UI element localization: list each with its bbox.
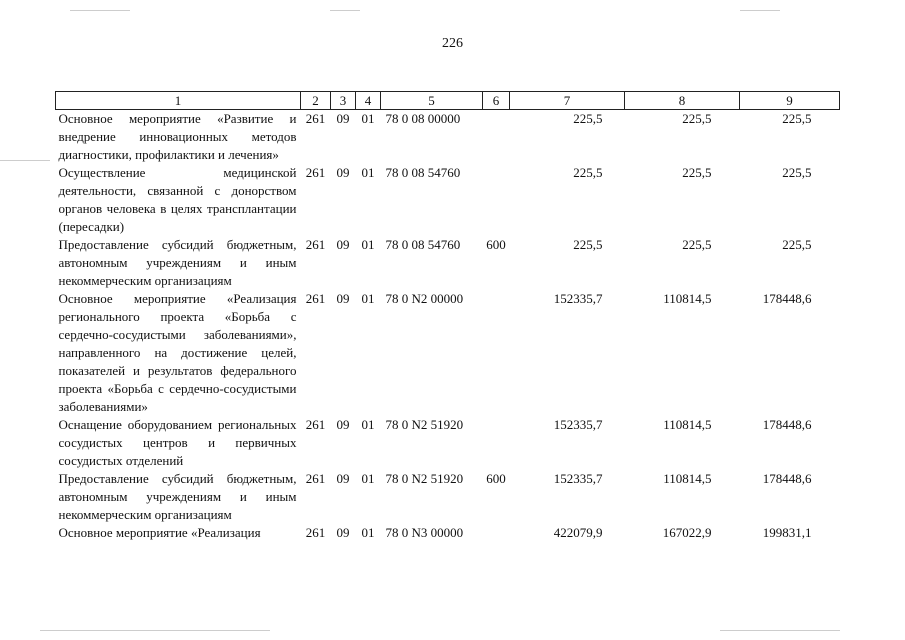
row-ministry-code: 261 (305, 237, 326, 252)
row-amount-3: 225,5 (782, 237, 812, 252)
header-col-3: 3 (331, 92, 356, 110)
row-ministry-code: 261 (305, 111, 326, 126)
row-amount-2: 225,5 (682, 237, 712, 252)
row-amount-3: 225,5 (782, 165, 812, 180)
row-amount-1: 152335,7 (553, 471, 603, 486)
row-amount-1: 152335,7 (553, 417, 603, 432)
row-target-code: 78 0 08 00000 (385, 111, 461, 126)
row-expense-type: 600 (486, 471, 506, 486)
header-col-6: 6 (483, 92, 510, 110)
header-col-2: 2 (301, 92, 331, 110)
row-amount-2: 225,5 (682, 165, 712, 180)
header-col-8: 8 (625, 92, 740, 110)
header-col-4: 4 (356, 92, 381, 110)
row-target-code: 78 0 N2 00000 (385, 291, 464, 306)
row-name: Основное мероприятие «Развитие и внедрение инновационных методов диагностики, профилактики и лечения» (58, 111, 297, 162)
header-col-9: 9 (740, 92, 840, 110)
row-expense-type (483, 164, 510, 236)
header-col-1: 1 (56, 92, 301, 110)
row-name: Предоставление субсидий бюджетным, автономным учреждениям и иным некоммерческим организациям (58, 237, 297, 288)
row-amount-1: 225,5 (573, 165, 603, 180)
row-ministry-code: 261 (305, 165, 326, 180)
row-section-code: 09 (336, 291, 350, 306)
row-target-code: 78 0 N2 51920 (385, 471, 464, 486)
row-subsection-code: 01 (361, 291, 375, 306)
row-ministry-code: 261 (305, 291, 326, 306)
row-amount-2: 110814,5 (663, 291, 712, 306)
row-amount-1: 152335,7 (553, 291, 603, 306)
table-row (56, 524, 840, 542)
row-expense-type (483, 524, 510, 542)
row-section-code: 09 (336, 165, 350, 180)
header-row (56, 92, 840, 110)
row-target-code: 78 0 08 54760 (385, 237, 461, 252)
row-amount-2: 110814,5 (663, 471, 712, 486)
row-ministry-code: 261 (305, 417, 326, 432)
row-amount-2: 167022,9 (662, 525, 712, 540)
row-amount-3: 178448,6 (762, 471, 812, 486)
row-target-code: 78 0 N2 51920 (385, 417, 464, 432)
row-name: Предоставление субсидий бюджетным, автономным учреждениям и иным некоммерческим организациям (58, 471, 297, 522)
row-amount-3: 225,5 (782, 111, 812, 126)
table-row (56, 470, 840, 524)
row-section-code: 09 (336, 111, 350, 126)
table-body (56, 110, 840, 543)
row-name: Основное мероприятие «Реализация (58, 525, 261, 540)
row-subsection-code: 01 (361, 165, 375, 180)
row-amount-1: 225,5 (573, 111, 603, 126)
row-amount-1: 422079,9 (553, 525, 603, 540)
row-subsection-code: 01 (361, 471, 375, 486)
row-target-code: 78 0 N3 00000 (385, 525, 464, 540)
table-row (56, 236, 840, 290)
table-row (56, 164, 840, 236)
row-expense-type: 600 (486, 237, 506, 252)
row-amount-2: 225,5 (682, 111, 712, 126)
header-col-7: 7 (510, 92, 625, 110)
budget-table (55, 91, 840, 542)
row-ministry-code: 261 (305, 525, 326, 540)
table-row (56, 110, 840, 165)
row-subsection-code: 01 (361, 111, 375, 126)
table-row (56, 416, 840, 470)
table-header (56, 92, 840, 110)
row-name: Основное мероприятие «Реализация регионального проекта «Борьба с сердечно-сосудистыми заболеваниями», направленного на достижение целей, показателей и результатов федерального проекта «Борьба с сердечно-сосудистыми заболеваниями» (58, 291, 297, 414)
row-amount-2: 110814,5 (663, 417, 712, 432)
header-col-5: 5 (381, 92, 483, 110)
row-expense-type (483, 110, 510, 165)
row-amount-3: 178448,6 (762, 291, 812, 306)
table-row (56, 290, 840, 416)
row-amount-1: 225,5 (573, 237, 603, 252)
row-name: Осуществление медицинской деятельности, связанной с донорством органов человека в целях трансплантации (пересадки) (58, 165, 297, 234)
row-target-code: 78 0 08 54760 (385, 165, 461, 180)
row-amount-3: 178448,6 (762, 417, 812, 432)
row-expense-type (483, 290, 510, 416)
row-name: Оснащение оборудованием региональных сосудистых центров и первичных сосудистых отделений (58, 417, 297, 468)
row-section-code: 09 (336, 417, 350, 432)
row-expense-type (483, 416, 510, 470)
row-amount-3: 199831,1 (762, 525, 812, 540)
page-number: 226 (442, 36, 463, 51)
row-section-code: 09 (336, 237, 350, 252)
row-subsection-code: 01 (361, 525, 375, 540)
row-section-code: 09 (336, 471, 350, 486)
row-ministry-code: 261 (305, 471, 326, 486)
row-subsection-code: 01 (361, 417, 375, 432)
row-section-code: 09 (336, 525, 350, 540)
row-subsection-code: 01 (361, 237, 375, 252)
